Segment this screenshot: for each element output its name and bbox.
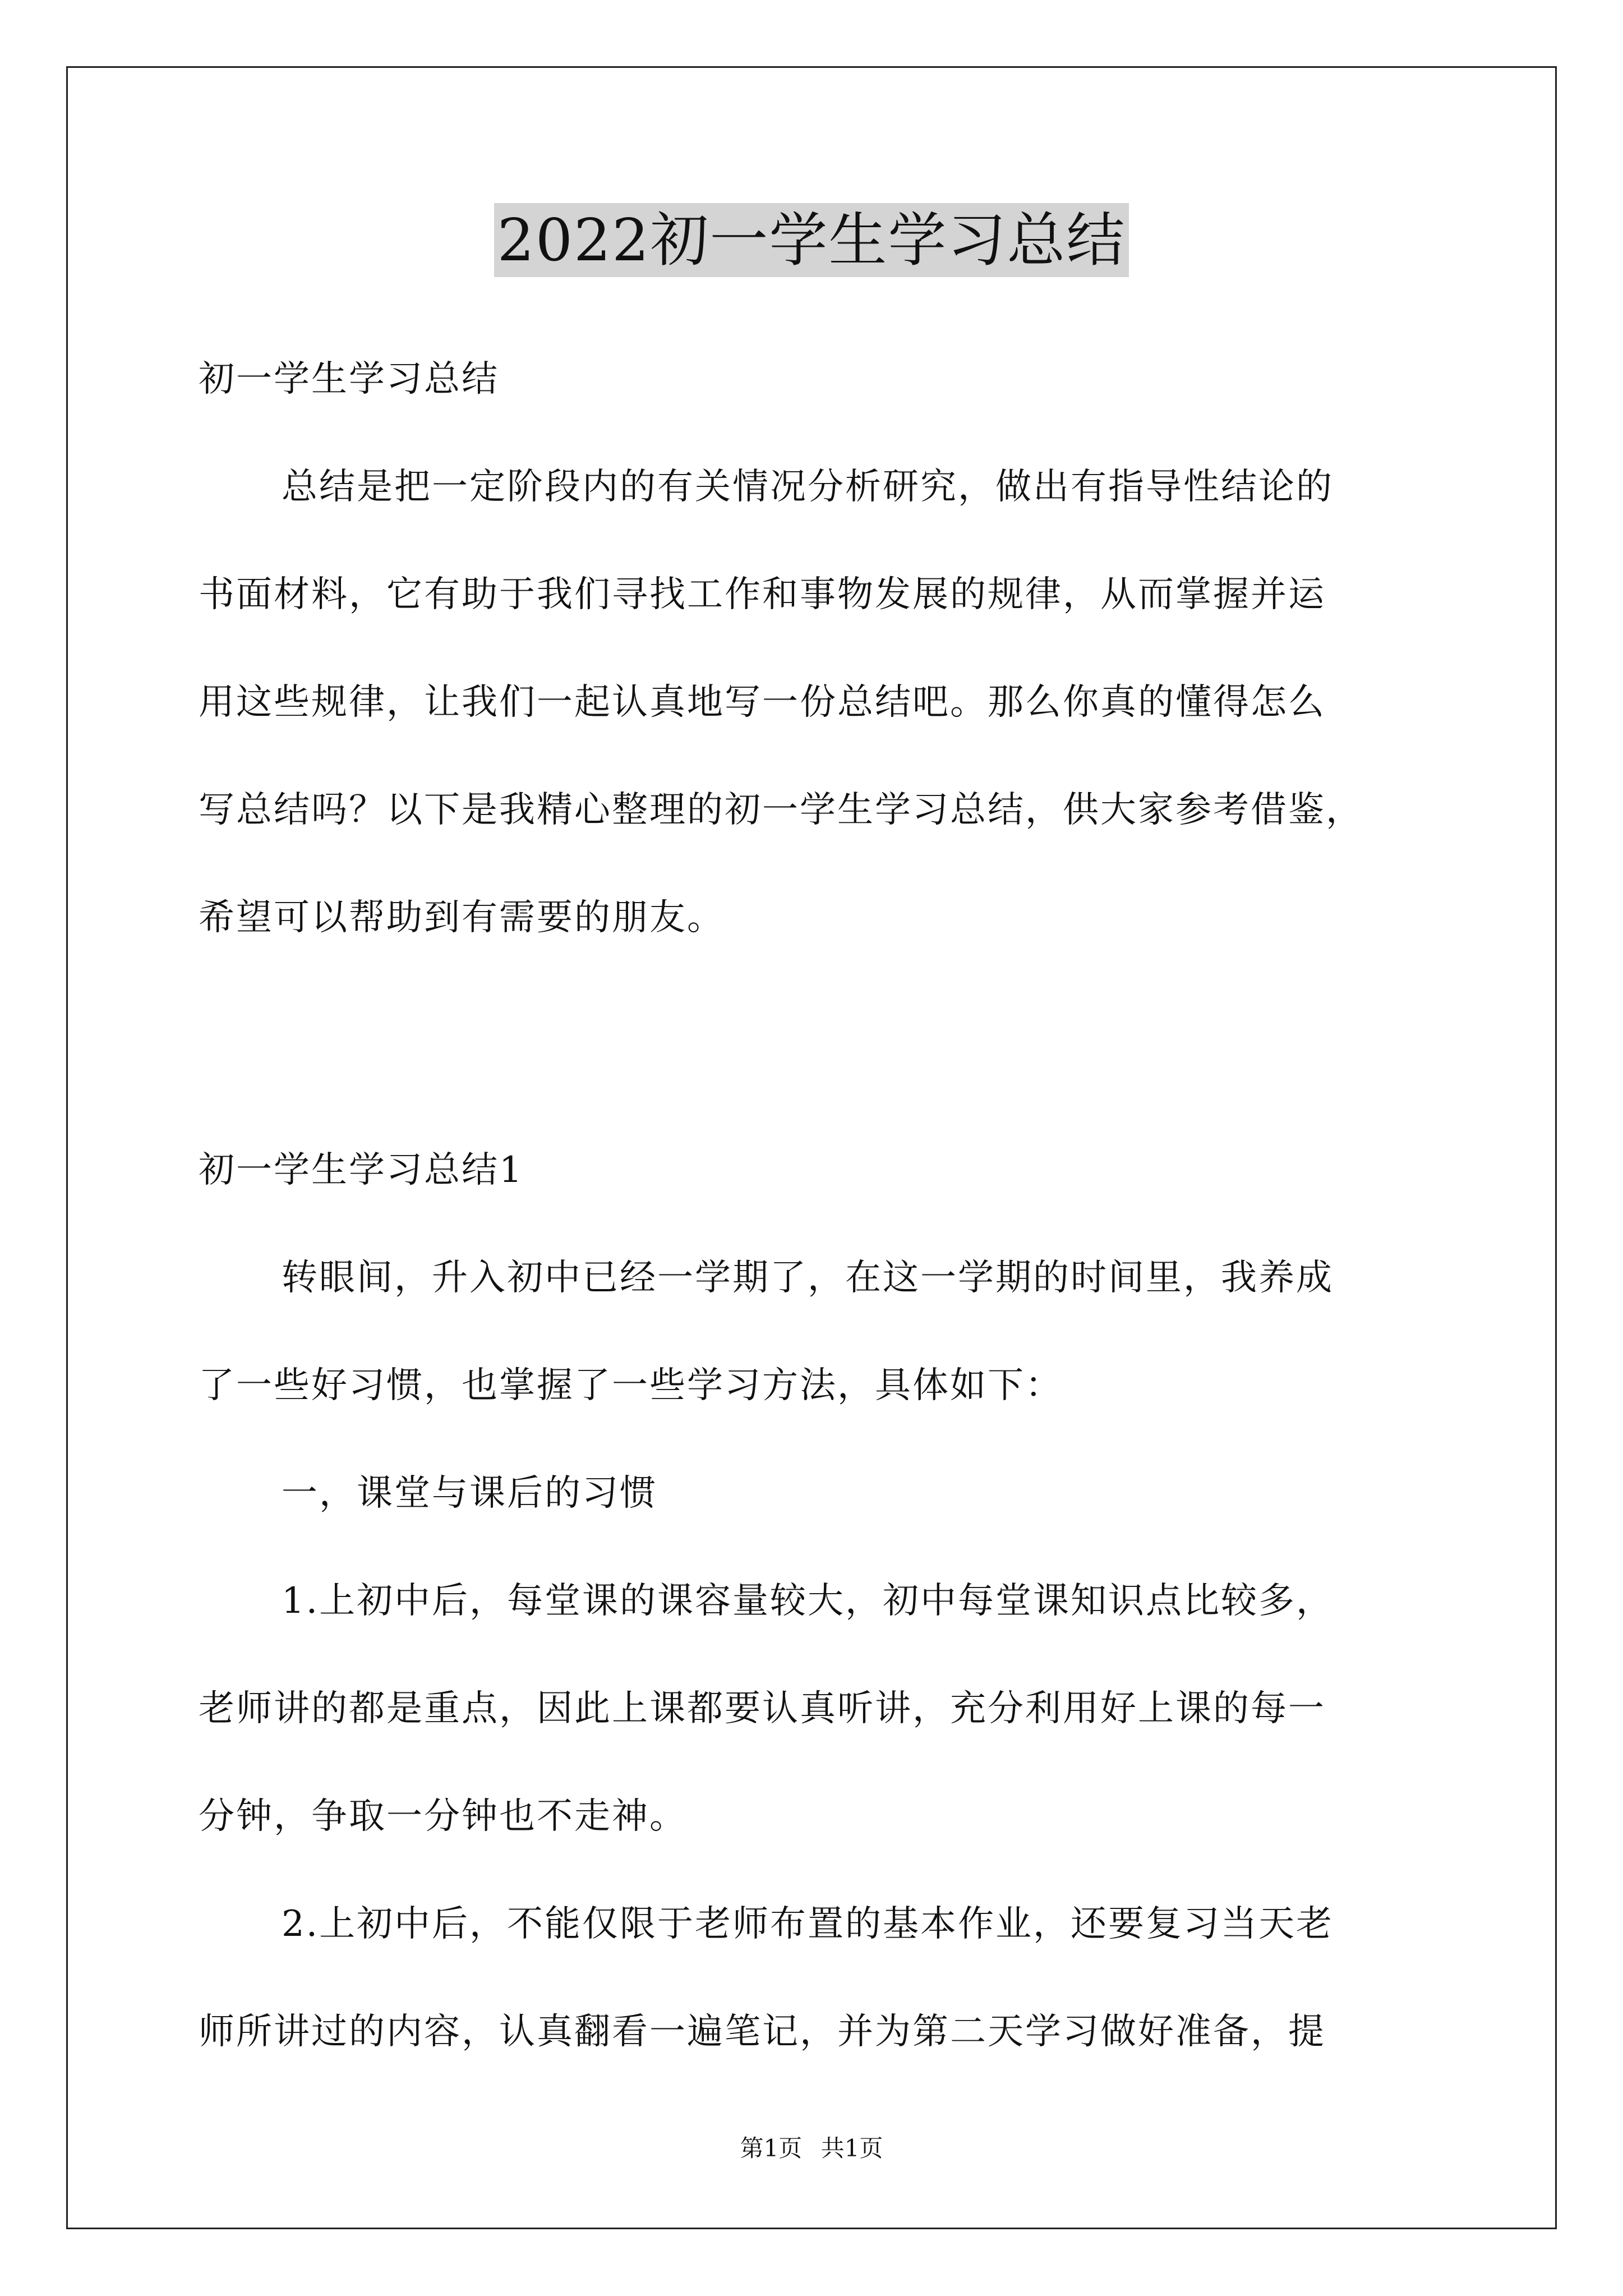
paragraph-line: 写总结吗？以下是我精心整理的初一学生学习总结，供大家参考借鉴， (199, 789, 1363, 831)
subheading: 一，课堂与课后的习惯 (282, 1473, 657, 1514)
section-heading: 初一学生学习总结1 (199, 1149, 524, 1191)
page-number: 第1页 (740, 2134, 803, 2162)
section-heading: 初一学生学习总结 (199, 358, 499, 400)
document-title: 2022初一学生学习总结 (494, 203, 1129, 277)
paragraph-line: 用这些规律，让我们一起认真地写一份总结吧。那么你真的懂得怎么 (199, 682, 1326, 723)
paragraph-line: 老师讲的都是重点，因此上课都要认真听讲，充分利用好上课的每一 (199, 1688, 1326, 1729)
paragraph-line: 转眼间，升入初中已经一学期了，在这一学期的时间里，我养成 (282, 1257, 1334, 1299)
paragraph-line: 1.上初中后，每堂课的课容量较大，初中每堂课知识点比较多， (282, 1580, 1334, 1622)
page-total: 共1页 (820, 2134, 883, 2162)
paragraph-line: 总结是把一定阶段内的有关情况分析研究，做出有指导性结论的 (282, 466, 1334, 508)
paragraph-line: 分钟，争取一分钟也不走神。 (199, 1796, 687, 1837)
page-footer (0, 2133, 1623, 2164)
paragraph-line: 书面材料，它有助于我们寻找工作和事物发展的规律，从而掌握并运 (199, 574, 1326, 615)
paragraph-line: 希望可以帮助到有需要的朋友。 (199, 897, 725, 938)
paragraph-line: 2.上初中后，不能仅限于老师布置的基本作业，还要复习当天老 (282, 1903, 1334, 1945)
title-container (0, 203, 1623, 277)
paragraph-line: 了一些好习惯，也掌握了一些学习方法，具体如下： (199, 1365, 1063, 1406)
paragraph-line: 师所讲过的内容，认真翻看一遍笔记，并为第二天学习做好准备，提 (199, 2011, 1326, 2053)
